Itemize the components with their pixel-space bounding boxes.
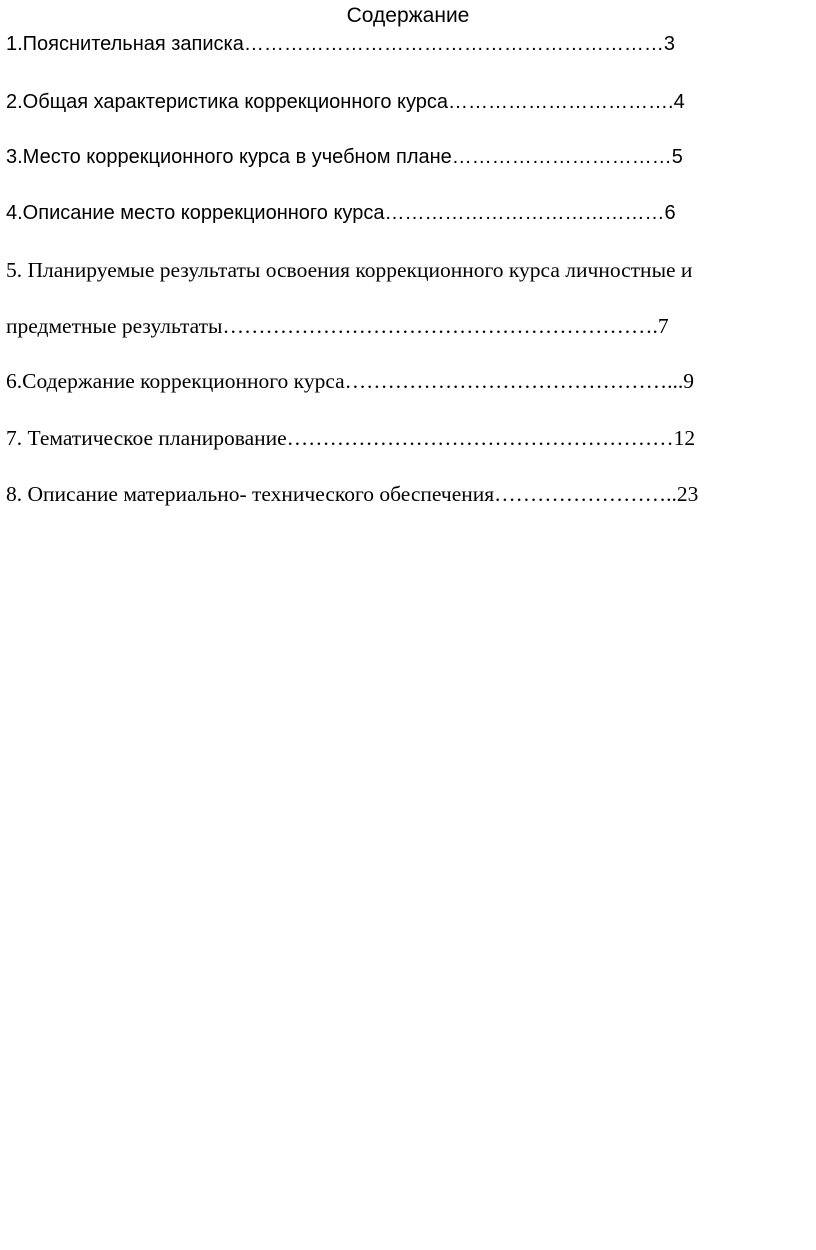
toc-entry-4: 4.Описание место коррекционного курса……………………………………6: [6, 202, 676, 224]
toc-entry-5: 5. Планируемые результаты освоения коррекционного курса личностные и: [6, 258, 693, 282]
toc-entry-6: 6.Содержание коррекционного курса………………………………………...9: [6, 369, 695, 393]
toc-entry-3: 3.Место коррекционного курса в учебном плане……………………………5: [6, 146, 683, 168]
toc-title: Содержание: [346, 4, 470, 27]
toc-entry-1: 1.Пояснительная записка………………………………………………………3: [6, 33, 675, 55]
toc-entry-8: 8. Описание материально- технического обеспечения……………………..23: [6, 482, 699, 506]
toc-entry-2: 2.Общая характеристика коррекционного курса…………………………….4: [6, 91, 685, 113]
toc-entry-7: 7. Тематическое планирование………………………………………………12: [6, 426, 696, 450]
toc-entry-5-continuation: предметные результаты…………………………………………………….7: [6, 314, 669, 338]
